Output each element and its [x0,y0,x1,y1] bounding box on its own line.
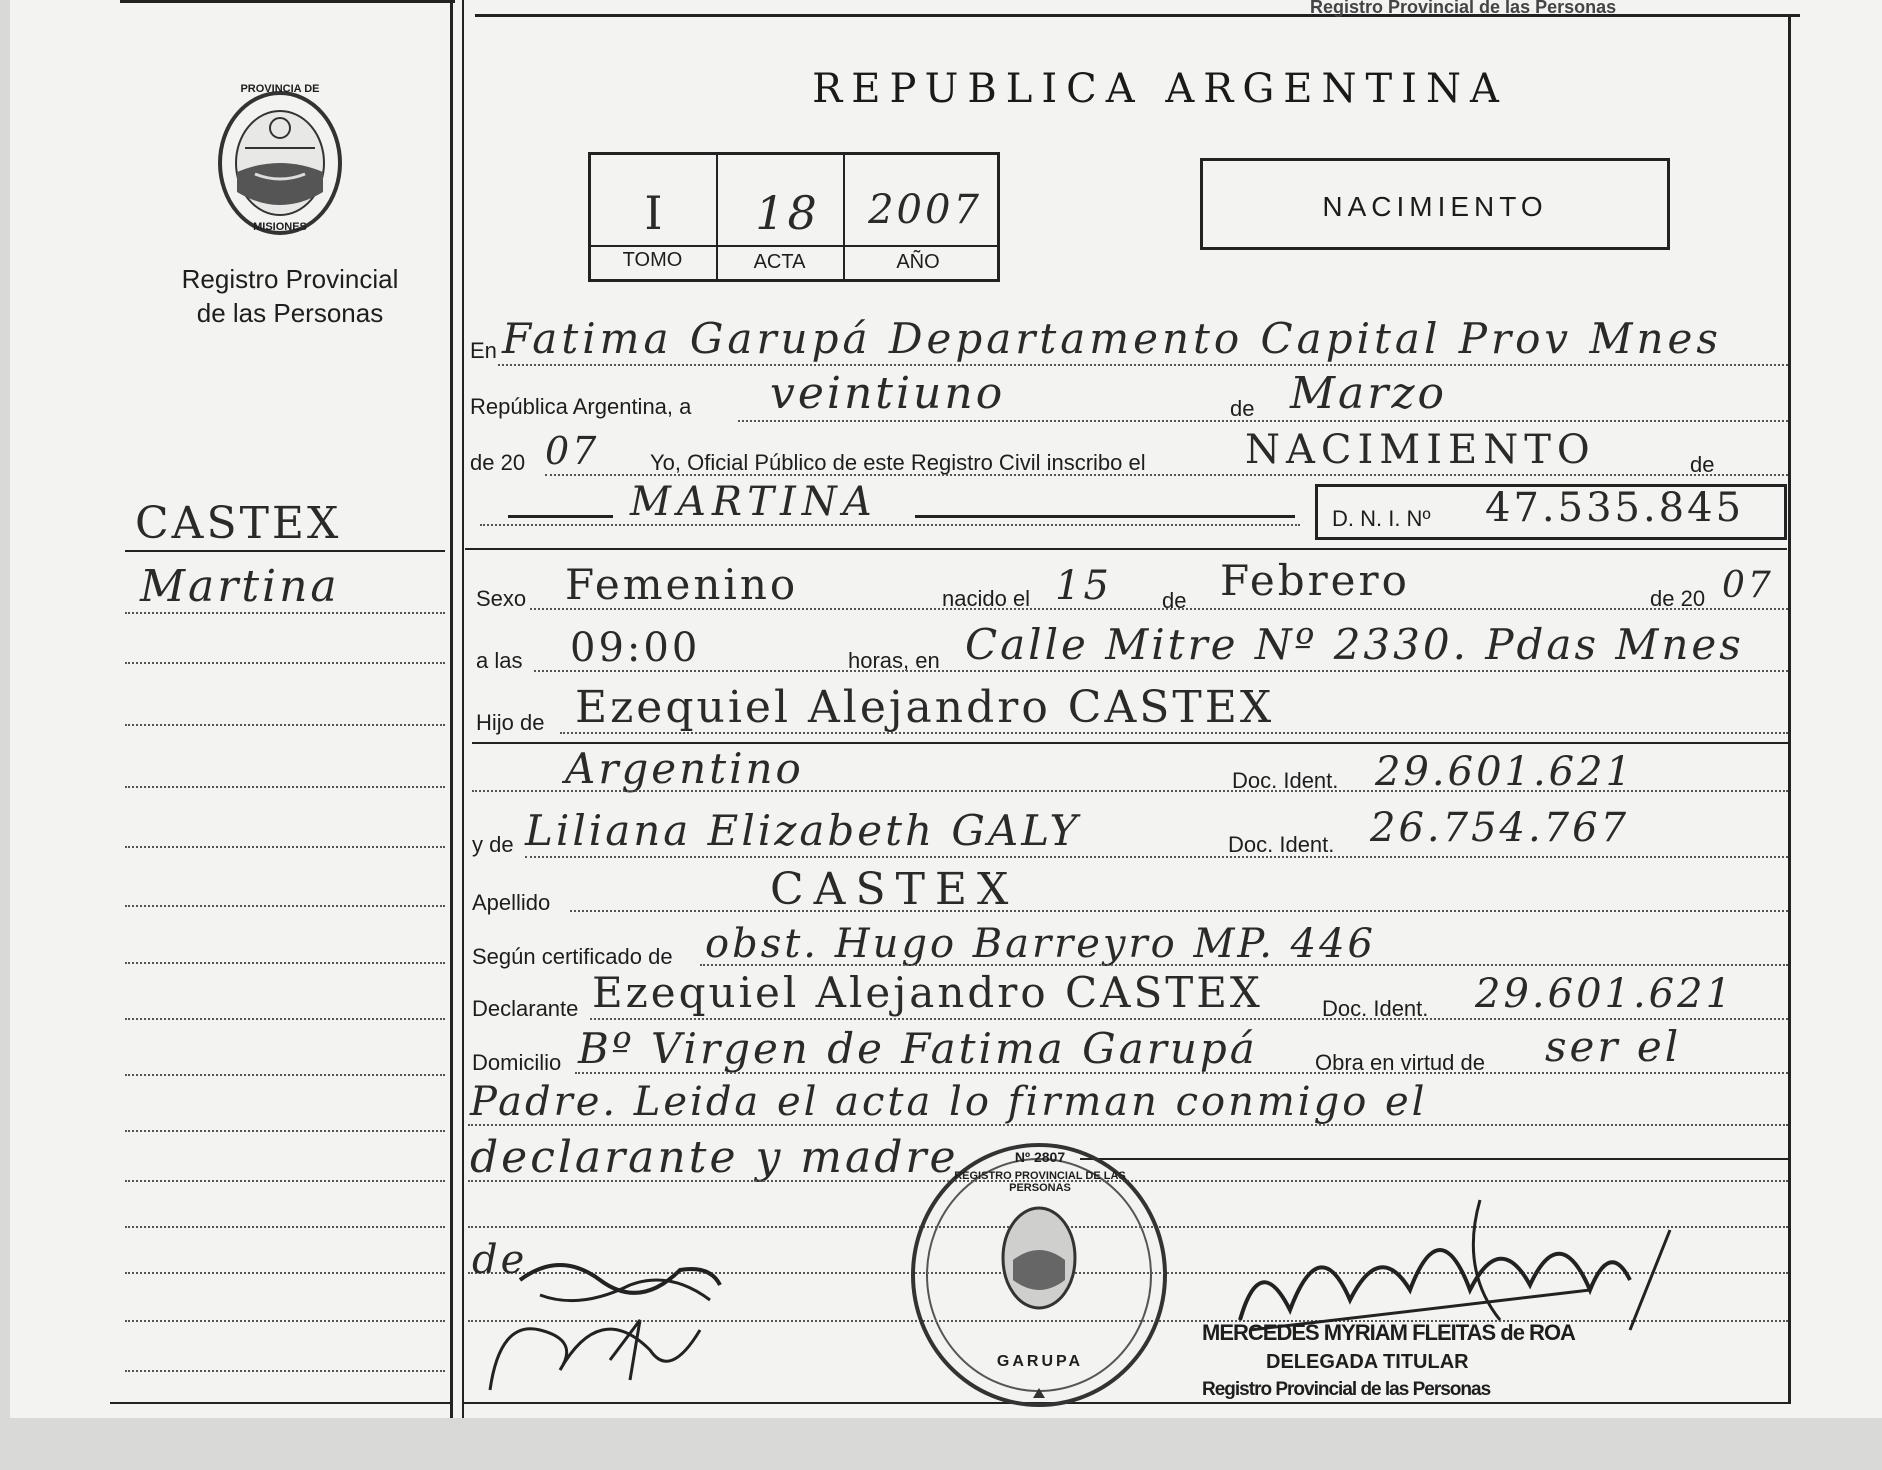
seal-top-text: PROVINCIA DE [240,83,320,95]
year-suffix: 07 [545,429,600,473]
doc-label: Doc. Ident. [1232,768,1339,793]
declarante-value: Ezequiel Alejandro CASTEX [592,968,1263,1017]
row-line [700,964,1788,966]
margin-dots [125,662,445,664]
tomo-value: I [644,186,666,240]
declarant-signature-icon [480,1240,740,1400]
official-title: DELEGADA TITULAR [1266,1351,1469,1373]
margin-dots [125,1272,445,1274]
margin-dots [125,612,445,614]
doc-label-2: Doc. Ident. [1228,832,1335,857]
yo-label: Yo, Oficial Público de este Registro Civil inscribo el [650,450,1146,475]
official-org: Registro Provincial de las Personas [1202,1379,1491,1400]
margin-dots [125,1130,445,1132]
top-stamp-text: Registro Provincial de las Personas [1310,0,1617,17]
top-border [120,0,455,3]
father-name: Ezequiel Alejandro CASTEX [575,682,1275,733]
row-line [738,420,1788,422]
margin-dots [125,1226,445,1228]
row-line [525,856,1788,858]
nacido-label: nacido el [942,586,1031,611]
margin-dots [125,1018,445,1020]
margin-line [125,550,445,552]
mother-doc: 26.754.767 [1370,805,1630,851]
row-line [472,790,1788,792]
inscribe-value: NACIMIENTO [1245,427,1596,473]
margin-dots [125,1074,445,1076]
margin-dots [125,724,445,726]
father-nationality: Argentino [565,744,804,793]
declarante-label: Declarante [472,996,579,1021]
margin-dots [125,1320,445,1322]
right-border [1788,14,1791,1404]
de-label-2: de [1690,452,1715,477]
domicilio-label: Domicilio [472,1050,562,1075]
child-name: MARTINA [630,479,878,525]
sexo-value: Femenino [565,560,799,609]
apellido-label: Apellido [472,890,551,915]
year-prefix: de 20 [470,450,526,475]
record-type-box [1200,158,1670,250]
declarante-doc: 29.601.621 [1475,971,1735,1017]
hijo-label: Hijo de [476,710,545,735]
margin-dots [125,786,445,788]
left-column-divider [450,0,453,1418]
certificado-label: Según certificado de [472,944,673,969]
margin-surname: CASTEX [135,498,342,549]
margin-dots [125,1370,445,1372]
obra-value: ser el [1545,1022,1682,1071]
month: Marzo [1290,368,1447,419]
en-value: Fatima Garupá Departamento Capital Prov Mnes [502,314,1722,363]
record-type: NACIMIENTO [1322,191,1548,222]
father-doc: 29.601.621 [1375,749,1635,795]
initials: de [472,1237,528,1283]
row-line [590,1018,1788,1020]
left-column-divider-inner [462,0,464,1418]
day-words: veintiuno [770,368,1006,419]
seal-bottom-text: MISIONES [253,221,307,233]
official-name: MERCEDES MYRIAM FLEITAS de ROA [1202,1320,1575,1345]
stamp-number: Nº 2807 [1014,1149,1066,1165]
continuation-line-2: declarante y madre [470,1132,959,1183]
dni-value: 47.535.845 [1485,485,1745,531]
stamp-ring-text: REGISTRO PROVINCIAL DE LAS PERSONAS [954,1170,1126,1195]
continuation-line-1: Padre. Leida el acta lo firman conmigo el [470,1079,1428,1125]
yde-label: y de [472,832,514,857]
row-line [530,608,1788,610]
registry-name-line2: de las Personas [196,298,384,328]
horas-label: horas, en [848,648,940,673]
section-rule [465,548,1787,550]
sexo-label: Sexo [476,586,527,611]
acta-label: ACTA [753,251,806,273]
de-label-3: de [1162,588,1187,613]
row-line [570,910,1788,912]
row-line [575,1072,1788,1074]
provincial-seal-icon [215,88,345,238]
domicilio-value: Bº Virgen de Fatima Garupá [578,1024,1258,1073]
row-line [480,524,1300,526]
alas-label: a las [476,648,523,673]
registrar-signature-icon [1230,1190,1700,1340]
certificado-value: obst. Hugo Barreyro MP. 446 [705,921,1376,967]
tomo-label: TOMO [622,249,683,271]
time-value: 09:00 [570,625,701,671]
birth-month: Febrero [1220,556,1410,605]
mother-name: Liliana Elizabeth GALY [525,806,1081,855]
margin-dots [125,846,445,848]
place-value: Calle Mitre Nº 2330. Pdas Mnes [965,620,1744,669]
row-line [545,474,1788,476]
row-line [498,364,1788,366]
birth-day: 15 [1055,563,1112,609]
row-line [560,732,1788,734]
margin-dots [125,962,445,964]
anio-value: 2007 [868,187,982,233]
de20-label: de 20 [1650,586,1706,611]
doc-label-3: Doc. Ident. [1322,996,1429,1021]
country-title: REPUBLICA ARGENTINA [812,66,1508,112]
margin-dots [125,1180,445,1182]
apellido-value: CASTEX [770,864,1019,915]
en-label: En [470,338,497,363]
anio-label: AÑO [896,251,940,273]
registry-name-line1: Registro Provincial [181,264,399,294]
name-leader [508,515,613,518]
de-label: de [1230,396,1255,421]
continuation-rule [1080,1158,1788,1160]
birth-year-suffix: 07 [1722,565,1774,606]
republica-label: República Argentina, a [470,394,692,419]
row-line [468,1124,1788,1126]
acta-value: 18 [755,186,820,240]
obra-label: Obra en virtud de [1315,1050,1485,1075]
certificate-page [10,0,1882,1418]
stamp-bottom: GARUPA [996,1353,1084,1370]
name-trailer [915,515,1295,518]
bottom-border-left [110,1402,450,1404]
margin-given-name: Martina [140,561,340,612]
dni-label: D. N. I. Nº [1332,506,1431,531]
margin-dots [125,905,445,907]
row-line [534,670,1788,672]
